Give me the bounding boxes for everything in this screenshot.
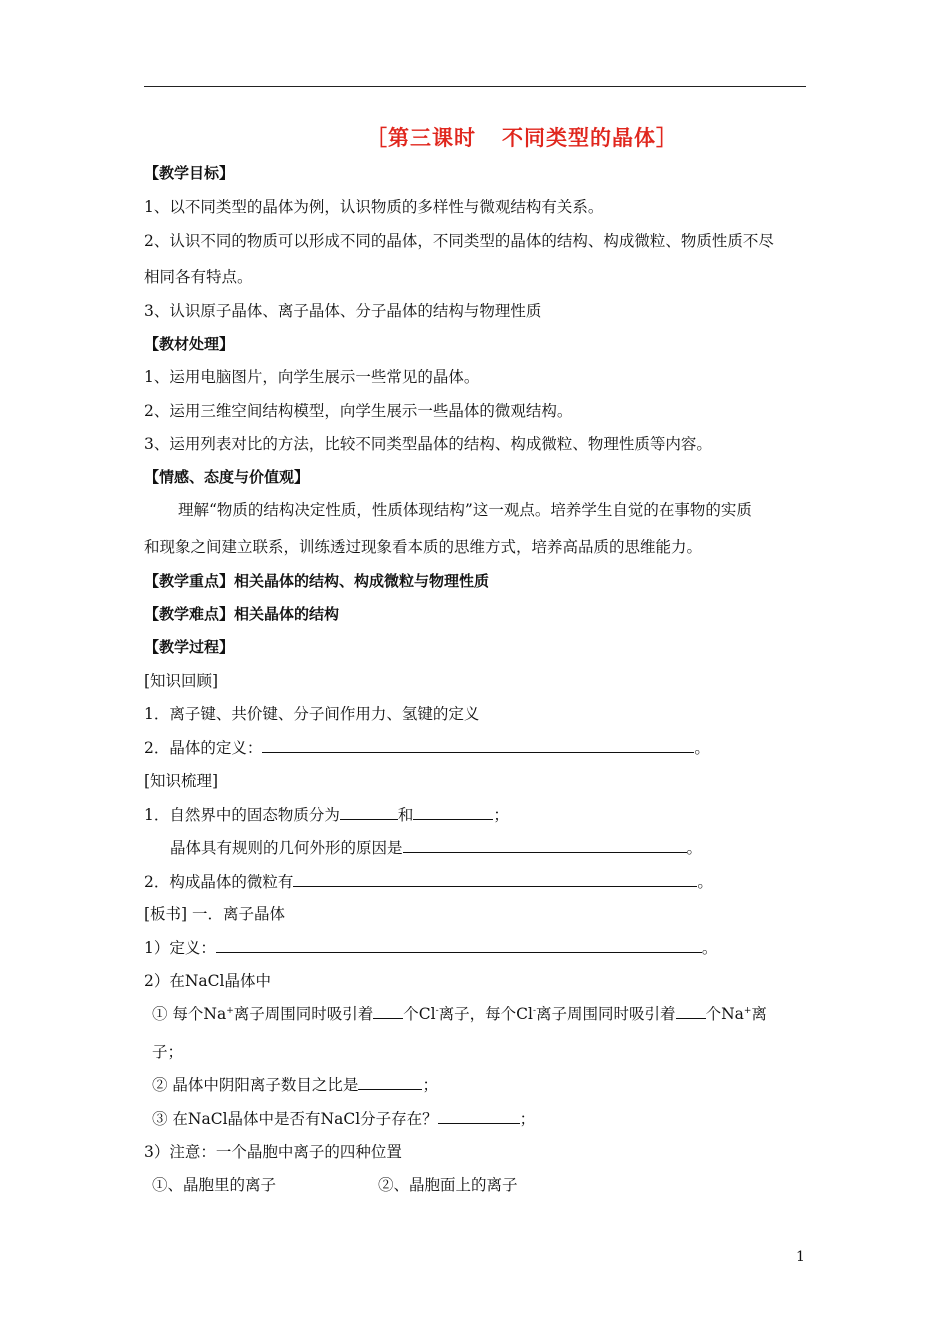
answer-blank[interactable]	[676, 1004, 706, 1019]
answer-blank[interactable]	[403, 838, 687, 853]
sort-2: 2．构成晶体的微粒有 。	[144, 873, 713, 891]
question-3: ③ 在NaCl晶体中是否有NaCl分子存在？ ；	[152, 1110, 536, 1128]
materials-heading: 【教材处理】	[144, 335, 235, 353]
objective-2b: 相同各有特点。	[144, 268, 253, 286]
lesson-title: ［第三课时 不同类型的晶体］	[366, 126, 678, 150]
board-note: [板书] 一．离子晶体	[144, 905, 286, 923]
material-2: 2、运用三维空间结构模型，向学生展示一些晶体的微观结构。	[144, 402, 573, 420]
answer-blank[interactable]	[262, 738, 694, 753]
objective-1: 1、以不同类型的晶体为例，认识物质的多样性与微观结构有关系。	[144, 198, 604, 216]
answer-blank[interactable]	[293, 872, 697, 887]
objectives-heading: 【教学目标】	[144, 164, 235, 182]
definition: 1）定义： 。	[144, 939, 718, 957]
review-1: 1．离子键、共价键、分子间作用力、氢键的定义	[144, 705, 480, 723]
sort-1c: 晶体具有规则的几何外形的原因是 。	[170, 839, 703, 857]
material-3: 3、运用列表对比的方法，比较不同类型晶体的结构、构成微粒、物理性质等内容。	[144, 435, 712, 453]
question-2: ② 晶体中阴阳离子数目之比是 ；	[152, 1076, 438, 1094]
review-2: 2．晶体的定义： 。	[144, 739, 710, 757]
position-2: ②、晶胞面上的离子	[378, 1176, 518, 1194]
answer-blank[interactable]	[438, 1109, 520, 1124]
key-points: 【教学重点】相关晶体的结构、构成微粒与物理性质	[144, 572, 490, 590]
values-heading: 【情感、态度与价值观】	[144, 468, 310, 486]
answer-blank[interactable]	[413, 805, 493, 820]
question-1: ① 每个Na+离子周围同时吸引着 个Cl-离子，每个Cl-离子周围同时吸引着 个Na+离	[152, 1005, 767, 1023]
values-para-1: 理解“物质的结构决定性质，性质体现结构”这一观点。培养学生自觉的在事物的实质	[178, 501, 752, 519]
page-number: 1	[796, 1249, 805, 1265]
answer-blank[interactable]	[216, 938, 702, 953]
header-rule	[144, 86, 806, 87]
material-1: 1、运用电脑图片，向学生展示一些常见的晶体。	[144, 368, 480, 386]
difficulty: 【教学难点】相关晶体的结构	[144, 605, 340, 623]
process-heading: 【教学过程】	[144, 638, 235, 656]
nacl-intro: 2）在NaCl晶体中	[144, 972, 271, 990]
objective-2a: 2、认识不同的物质可以形成不同的晶体，不同类型的晶体的结构、构成微粒、物质性质不尽	[144, 232, 774, 250]
sort-label: [知识梳理]	[144, 772, 219, 790]
answer-blank[interactable]	[340, 805, 398, 820]
values-para-2: 和现象之间建立联系，训练透过现象看本质的思维方式，培养高品质的思维能力。	[144, 538, 703, 556]
question-1-cont: 子；	[152, 1043, 184, 1061]
note: 3）注意：一个晶胞中离子的四种位置	[144, 1143, 402, 1161]
review-label: [知识回顾]	[144, 672, 219, 690]
position-1: ①、晶胞里的离子	[152, 1176, 277, 1194]
answer-blank[interactable]	[373, 1004, 403, 1019]
objective-3: 3、认识原子晶体、离子晶体、分子晶体的结构与物理性质	[144, 302, 542, 320]
sort-1: 1．自然界中的固态物质分为 和 ；	[144, 806, 509, 824]
answer-blank[interactable]	[358, 1075, 422, 1090]
